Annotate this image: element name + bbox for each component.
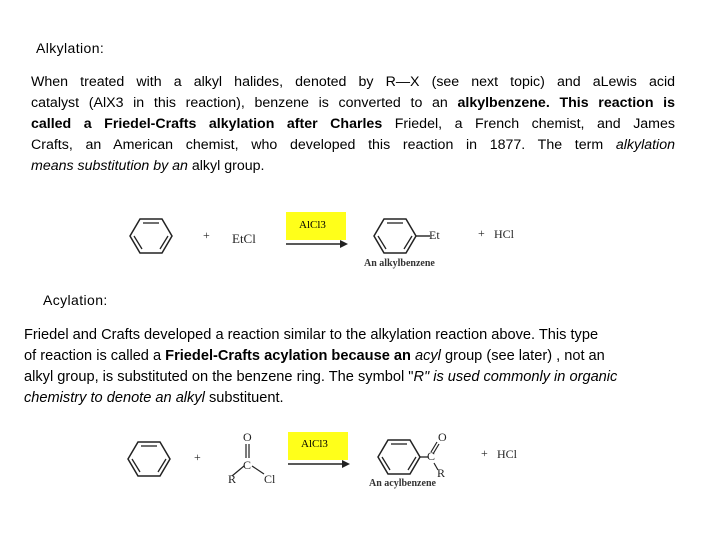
plus-sign: + (203, 228, 210, 242)
catalyst-label: AlCl3 (301, 438, 328, 450)
acylation-benzene-reactant (126, 438, 172, 480)
acylation-line-2 (24, 346, 704, 367)
product-caption: An alkylbenzene (364, 258, 435, 269)
alkylation-text: catalyst (AlX3 in this reaction), benzene is converted to an (31, 95, 458, 111)
acylation-text: alkyl group, is substituted on the benzene ring. The symbol " (24, 369, 414, 385)
alkylation-italic-text: means substitution by an (31, 158, 188, 174)
byproduct-label: HCl (497, 447, 518, 461)
acylation-text: of reaction is called a (24, 348, 166, 364)
acylation-italic-text: acyl (414, 348, 441, 364)
alkylation-line-1: When treated with a alkyl halides, denoted by R—X (see next topic) and aLewis acid (31, 74, 675, 90)
carbonyl-carbon: C (243, 458, 252, 472)
acylation-italic-text: chemistry to denote an alkyl (24, 390, 205, 406)
acylation-text: group (see later) , not an (440, 348, 605, 364)
substituent-label: Et (429, 228, 440, 242)
reagent-ethyl-chloride: EtCl (232, 231, 256, 246)
alkylation-text: Crafts, an American chemist, who developed this reaction in 1877. The term (31, 137, 616, 153)
alkylation-italic-text: alkylation (615, 137, 675, 153)
acylation-paragraph (24, 325, 704, 409)
plus-sign: + (194, 450, 201, 464)
alkylation-line-3 (31, 114, 675, 135)
alkylation-heading: Alkylation: (36, 40, 105, 56)
alkylation-bold-text: alkylbenzene. This reaction is (457, 95, 675, 111)
acylation-line-1: Friedel and Crafts developed a reaction similar to the alkylation reaction above. This type (24, 327, 599, 343)
product-r-group: R (437, 466, 446, 480)
acylation-line-3 (24, 367, 704, 388)
plus-sign: + (481, 446, 488, 460)
acylation-text: substituent. (204, 390, 284, 406)
product-carbonyl-carbon: C (427, 449, 436, 463)
alkylation-text: alkyl group. (187, 158, 265, 174)
alkylation-bold-text: called a Friedel-Crafts alkylation after Charles (31, 116, 383, 132)
alkylation-benzene-reactant (128, 215, 174, 257)
acylation-italic-text: R" is used commonly in organic (413, 369, 618, 385)
carbonyl-oxygen: O (243, 430, 252, 444)
plus-sign: + (478, 226, 485, 240)
chloride: Cl (264, 472, 276, 486)
reaction-arrow (286, 240, 348, 248)
alkylation-text: Friedel, a French chemist, and James (382, 116, 675, 132)
r-group: R (228, 472, 237, 486)
alkylation-paragraph (31, 72, 675, 177)
catalyst-label: AlCl3 (299, 219, 326, 231)
acylation-bold-text: Friedel-Crafts acylation because an (165, 348, 415, 364)
byproduct-label: HCl (494, 227, 515, 241)
acylation-line-4 (24, 388, 704, 409)
reaction-arrow (288, 460, 350, 468)
alkylation-line-2 (31, 93, 675, 114)
product-caption: An acylbenzene (369, 478, 436, 489)
product-carbonyl-oxygen: O (438, 430, 447, 444)
alkylation-line-4 (31, 135, 675, 156)
acylation-heading: Acylation: (43, 292, 108, 308)
alkylation-line-5 (31, 156, 675, 177)
